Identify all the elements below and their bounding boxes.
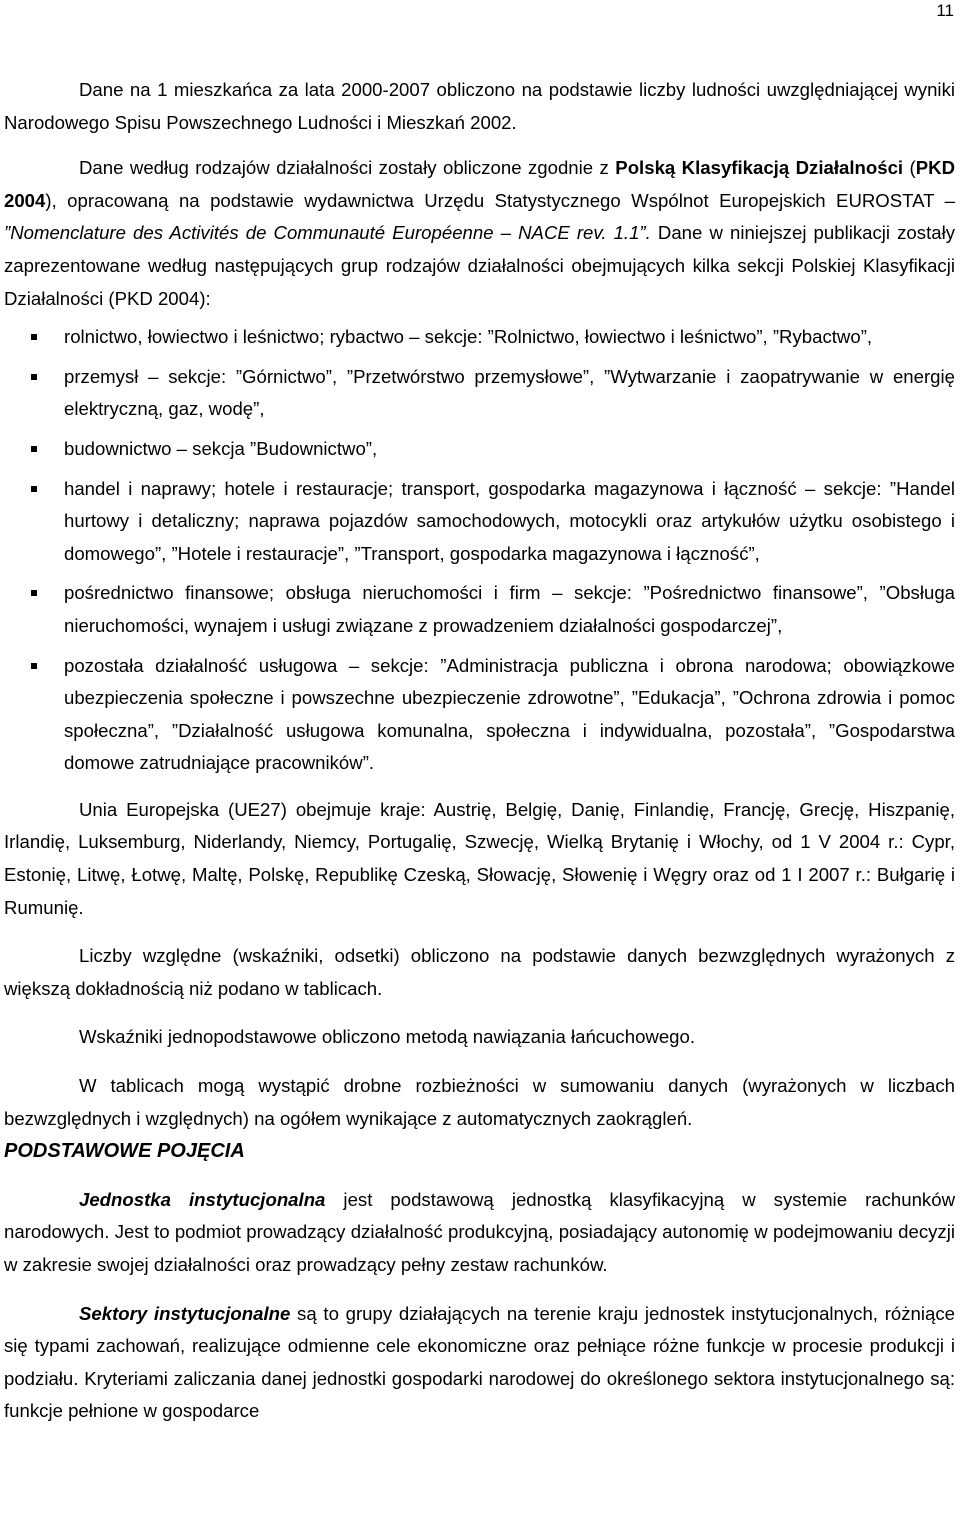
page-content — [4, 74, 955, 1428]
list-item — [4, 473, 955, 571]
paragraph-pkd-classification — [4, 152, 955, 315]
pkd-text-c: ( — [903, 157, 916, 179]
list-item — [4, 321, 955, 354]
pkd-text-a: Dane według rodzajów działalności zostały obliczone zgodnie z — [79, 157, 616, 179]
page-number: 11 — [936, 1, 954, 20]
square-bullet-icon — [31, 486, 37, 492]
section-heading: PODSTAWOWE POJĘCIA — [4, 1140, 245, 1163]
square-bullet-icon — [31, 590, 37, 596]
definition-term: Sektory instytucjonalne — [79, 1302, 291, 1324]
paragraph-chain-index: Wskaźniki jednopodstawowe obliczono metodą nawiązania łańcuchowego. — [79, 1026, 696, 1048]
list-item-text: przemysł – sekcje: ”Górnictwo”, ”Przetwórstwo przemysłowe”, ”Wytwarzanie i zaopatrywanie w energię elektryczną, gaz, wodę”, — [64, 365, 955, 420]
pkd-text-g: Dane w niniejszej publikacji zostały zaprezentowane według następujących grup rodzajów działalności obejmujących kilka sekcji Polskiej Klasyfikacji Działalności (PKD 2004): — [4, 222, 956, 309]
pkd-code-bold: PKD 2004 — [4, 157, 956, 211]
square-bullet-icon — [31, 374, 37, 380]
list-item-text: budownictwo – sekcja ”Budownictwo”, — [64, 437, 378, 459]
list-item — [4, 577, 955, 642]
list-item-text: pozostała działalność usługowa – sekcje: ”Administracja publiczna i obrona narodowa; obowiązkowe ubezpieczenia społeczne i powszechne ubezpieczenie zdrowotne”, ”Edukacja”, ”Ochrona zdrowia i pomoc społeczna”, ”Działalność usługowa komunalna, społeczna i indywidualna, pozostała”, ”Gospodarstwa domowe zatrudniające pracowników”. — [64, 654, 955, 774]
definition-text: są to grupy działających na terenie kraju jednostek instytucjonalnych, różniące się typami zachowań, realizujące odmienne cele ekonomiczne oraz pełniące różne funkcje w procesie produkcji i podziału. Kryteriami zaliczania danej jednostki gospodarki narodowej do określonego sektora instytucjonalnego są: funkcje pełnione w gospodarce — [4, 1302, 955, 1422]
paragraph-eu27: Unia Europejska (UE27) obejmuje kraje: Austrię, Belgię, Danię, Finlandię, Francję, Grecję, Hiszpanię, Irlandię, Luksemburg, Niderlandy, Niemcy, Portugalię, Szwecję, Wielką Brytanię i Włochy, od 1 V 2004 r.: Cypr, Estonię, Litwę, Łotwę, Maltę, Polskę, Republikę Czeską, Słowację, Słowenię i Węgry oraz od 1 I 2007 r.: Bułgarię i Rumunię. — [4, 798, 955, 918]
square-bullet-icon — [31, 446, 37, 452]
activity-groups-list — [4, 321, 955, 780]
list-item — [4, 650, 955, 780]
definition-institutional-unit — [4, 1184, 955, 1282]
list-item-text: handel i naprawy; hotele i restauracje; transport, gospodarka magazynowa i łączność – sekcje: ”Handel hurtowy i detaliczny; naprawa pojazdów samochodowych, motocykli oraz artykułów użytku osobistego i domowego”, ”Hotele i restauracje”, ”Transport, gospodarka magazynowa i łączność”, — [64, 477, 955, 564]
paragraph-relative-numbers: Liczby względne (wskaźniki, odsetki) obliczono na podstawie danych bezwzględnych wyrażonych z większą dokładnością niż podano w tablicach. — [4, 945, 955, 999]
list-item — [4, 361, 955, 426]
paragraph-rounding: W tablicach mogą wystąpić drobne rozbieżności w sumowaniu danych (wyrażonych w liczbach bezwzględnych i względnych) na ogółem wynikające z automatycznych zaokrągleń. — [4, 1075, 955, 1129]
square-bullet-icon — [31, 334, 37, 340]
list-item — [4, 433, 955, 466]
pkd-term-bold: Polską Klasyfikacją Działalności — [615, 157, 904, 179]
paragraph-population-basis: Dane na 1 mieszkańca za lata 2000-2007 obliczono na podstawie liczby ludności uwzględniającej wyniki Narodowego Spisu Powszechnego Ludności i Mieszkań 2002. — [4, 79, 955, 133]
list-item-text: rolnictwo, łowiectwo i leśnictwo; rybactwo – sekcje: ”Rolnictwo, łowiectwo i leśnictwo”, ”Rybactwo”, — [64, 326, 873, 348]
nace-italic: – ”Nomenclature des Activités de Communauté Européenne – NACE rev. 1.1”. — [4, 189, 955, 244]
square-bullet-icon — [31, 663, 37, 669]
definition-institutional-sectors — [4, 1298, 955, 1428]
list-item-text: pośrednictwo finansowe; obsługa nieruchomości i firm – sekcje: ”Pośrednictwo finansowe”, ”Obsługa nieruchomości, wynajem i usługi związane z prowadzeniem działalności gospodarczej”, — [64, 582, 955, 636]
definition-term: Jednostka instytucjonalna — [79, 1188, 326, 1210]
definition-text: jest podstawową jednostką klasyfikacyjną w systemie rachunków narodowych. Jest to podmiot prowadzący działalność produkcyjną, posiadający autonomię w podejmowaniu decyzji w zakresie swojej działalności oraz prowadzący pełny zestaw rachunków. — [4, 1188, 955, 1275]
pkd-text-e: ), opracowaną na podstawie wydawnictwa Urzędu Statystycznego Wspólnot Europejskich EUROSTAT — [45, 189, 945, 211]
